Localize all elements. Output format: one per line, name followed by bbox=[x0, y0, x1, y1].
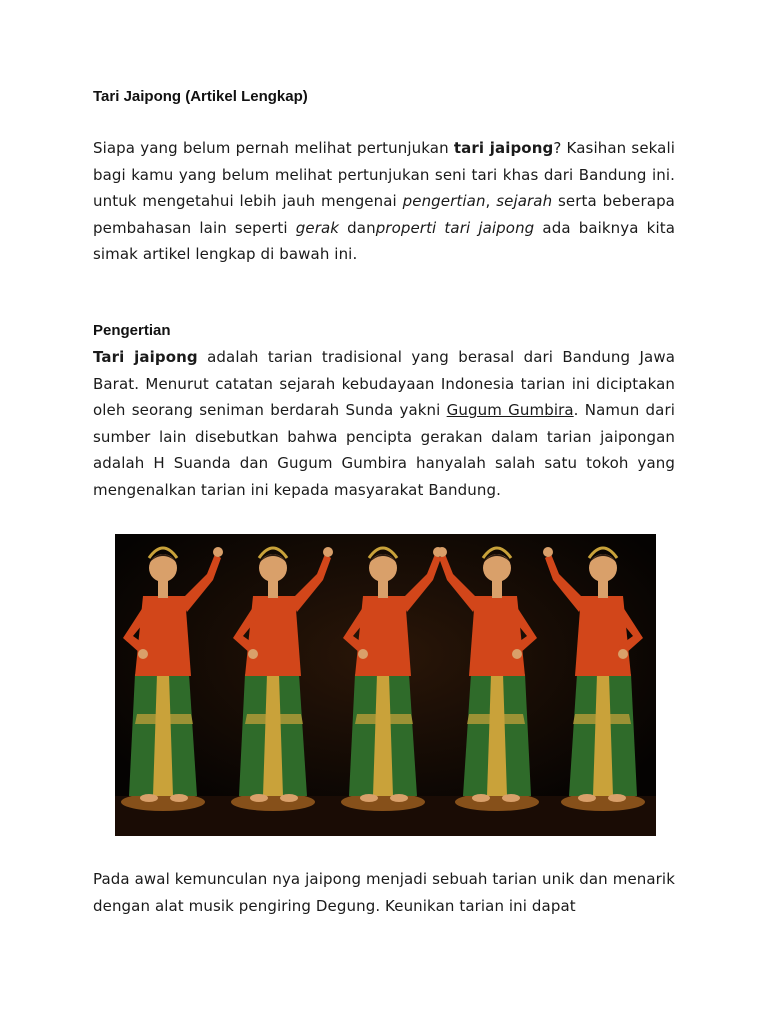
definition-text-2: . Namun dari sumber lain disebutkan bahwa pencipta gerakan dalam tarian jaipongan adalah H Suanda dan Gugum Gumbira hanyalah salah satu tokoh yang mengenalkan tarian ini kepada masyarakat Bandung. bbox=[93, 401, 675, 499]
closing-paragraph: Pada awal kemunculan nya jaipong menjadi sebuah tarian unik dan menarik dengan alat musik pengiring Degung. Keunikan tarian ini dapat bbox=[93, 870, 675, 915]
dancers-illustration bbox=[115, 534, 656, 836]
gugum-gumbira-link[interactable]: Gugum Gumbira bbox=[446, 401, 574, 420]
article-title: Tari Jaipong (Artikel Lengkap) bbox=[93, 88, 308, 105]
definition-paragraph bbox=[93, 344, 675, 504]
definition-text-1: adalah tarian tradisional yang berasal dari Bandung Jawa Barat. Menurut catatan sejarah kebudayaan Indonesia tarian ini diciptakan oleh seorang seniman berdarah Sunda yakni bbox=[93, 348, 675, 420]
intro-text-6: ada baiknya kita simak artikel lengkap di bawah ini. bbox=[93, 218, 675, 264]
intro-italic-gerak: gerak bbox=[295, 218, 340, 237]
definition-bold-term: Tari jaipong bbox=[93, 348, 198, 366]
intro-paragraph bbox=[93, 135, 675, 268]
jaipong-dancers-photo bbox=[115, 534, 656, 836]
section-heading: Pengertian bbox=[93, 322, 171, 339]
intro-text-4: serta beberapa pembahasan lain seperti bbox=[93, 192, 675, 237]
intro-text-3: , bbox=[485, 192, 497, 211]
intro-text-1: Siapa yang belum pernah melihat pertunjukan bbox=[93, 139, 454, 157]
intro-italic-sejarah: sejarah bbox=[496, 192, 553, 211]
intro-bold-term: tari jaipong bbox=[453, 139, 554, 157]
intro-italic-pengertian: pengertian bbox=[402, 192, 486, 211]
intro-text-2: ? Kasihan sekali bagi kamu yang belum melihat pertunjukan seni tari khas dari Bandung ini. untuk mengetahui lebih jauh mengenai bbox=[93, 139, 675, 211]
intro-text-5: dan bbox=[339, 218, 376, 237]
intro-italic-properti: properti tari jaipong bbox=[375, 218, 535, 237]
